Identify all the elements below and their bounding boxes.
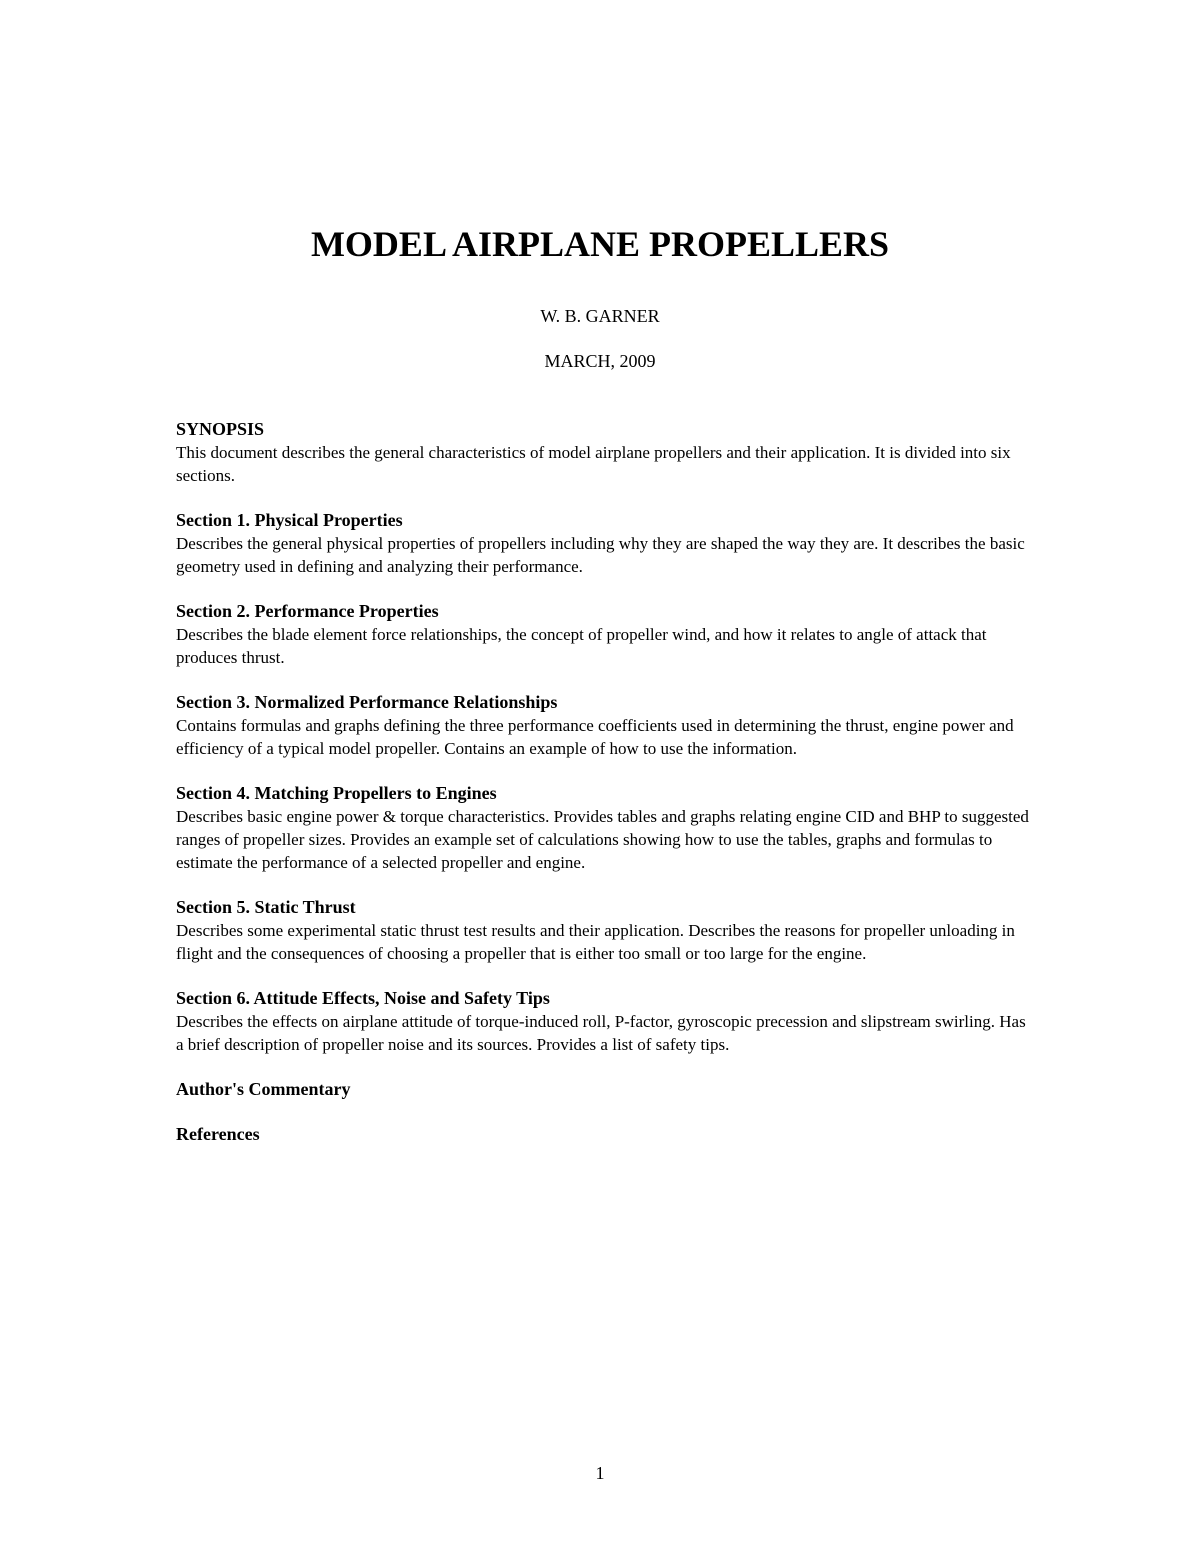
section-6-text: Describes the effects on airplane attitude of torque-induced roll, P-factor, gyroscopic precession and slipstream swirling. Has a brief description of propeller noise and its sources. Provides a list of safety tips. xyxy=(176,1012,1026,1054)
section-3 xyxy=(176,691,1036,760)
section-2-text: Describes the blade element force relationships, the concept of propeller wind, and how it relates to angle of attack that produces thrust. xyxy=(176,625,987,667)
document-body xyxy=(176,418,1036,1168)
document-author: W. B. GARNER xyxy=(540,306,660,326)
document-date: MARCH, 2009 xyxy=(544,351,656,371)
commentary-heading: Author's Commentary xyxy=(176,1079,351,1099)
section-1-text: Describes the general physical properties of propellers including why they are shaped the way they are. It describes the basic geometry used in defining and analyzing their performance. xyxy=(176,534,1025,576)
references-section xyxy=(176,1123,1036,1146)
section-5-text: Describes some experimental static thrust test results and their application. Describes the reasons for propeller unloading in flight and the consequences of choosing a propeller that is either too small or too large for the engine. xyxy=(176,921,1015,963)
section-3-text: Contains formulas and graphs defining the three performance coefficients used in determining the thrust, engine power and efficiency of a typical model propeller. Contains an example of how to use the information. xyxy=(176,716,1014,758)
synopsis-heading: SYNOPSIS xyxy=(176,419,265,439)
section-2-heading: Section 2. Performance Properties xyxy=(176,601,439,621)
page-number: 1 xyxy=(595,1463,605,1483)
document-title: MODEL AIRPLANE PROPELLERS xyxy=(310,224,890,264)
section-3-heading: Section 3. Normalized Performance Relationships xyxy=(176,692,558,712)
synopsis-text: This document describes the general characteristics of model airplane propellers and their application. It is divided into six sections. xyxy=(176,443,1011,485)
section-2 xyxy=(176,600,1036,669)
section-1-heading: Section 1. Physical Properties xyxy=(176,510,403,530)
section-6-heading: Section 6. Attitude Effects, Noise and Safety Tips xyxy=(176,988,550,1008)
section-4-heading: Section 4. Matching Propellers to Engines xyxy=(176,783,497,803)
references-heading: References xyxy=(176,1124,260,1144)
synopsis-section xyxy=(176,418,1036,487)
section-4 xyxy=(176,782,1036,874)
section-6 xyxy=(176,987,1036,1056)
commentary-section xyxy=(176,1078,1036,1101)
section-5 xyxy=(176,896,1036,965)
section-4-text: Describes basic engine power & torque characteristics. Provides tables and graphs relating engine CID and BHP to suggested ranges of propeller sizes. Provides an example set of calculations showing how to use the tables, graphs and formulas to estimate the performance of a selected propeller and engine. xyxy=(176,807,1029,872)
section-1 xyxy=(176,509,1036,578)
section-5-heading: Section 5. Static Thrust xyxy=(176,897,356,917)
